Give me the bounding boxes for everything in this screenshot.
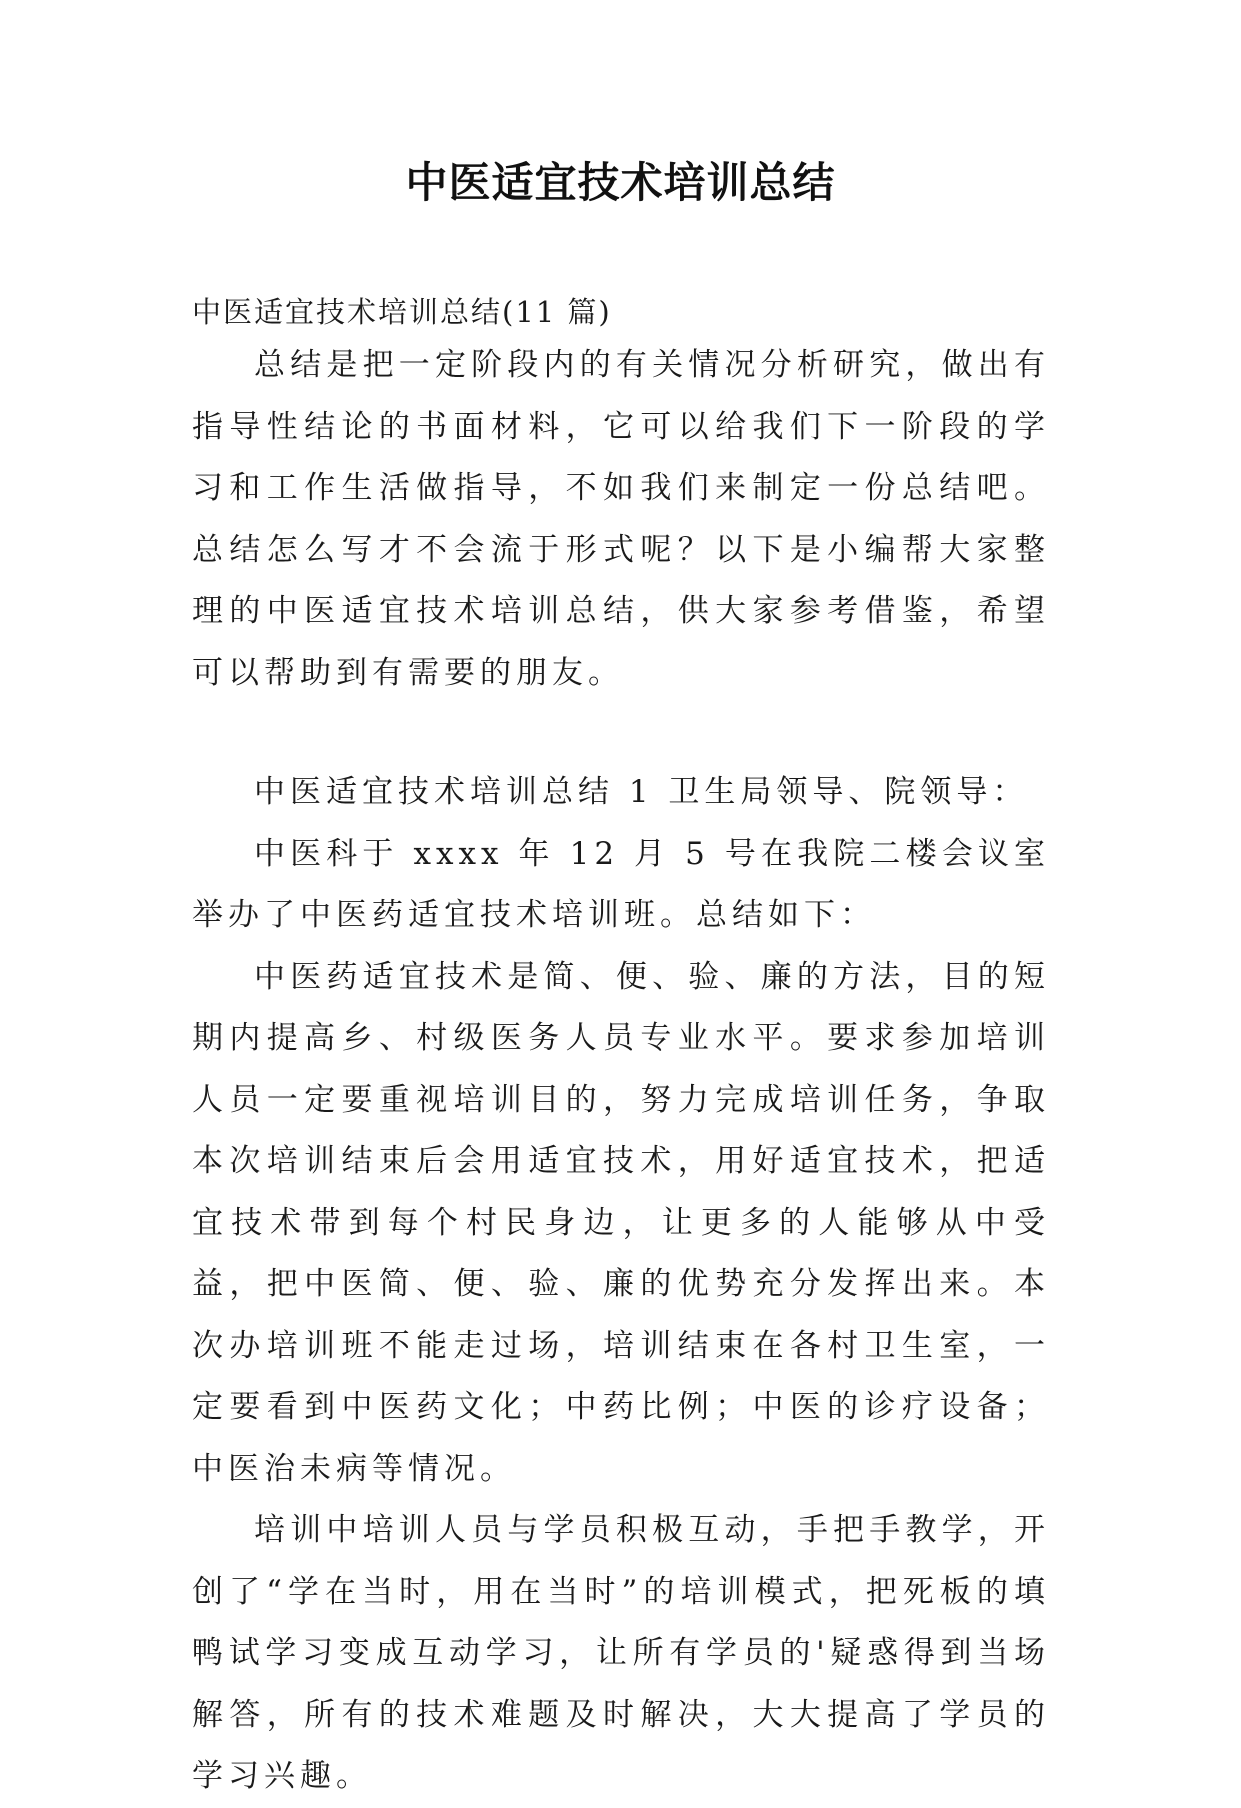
paragraph-event: 中医科于 xxxx 年 12 月 5 号在我院二楼会议室举办了中医药适宜技术培训班。总结如下：	[192, 835, 1050, 933]
paragraph-interaction: 培训中培训人员与学员积极互动，手把手教学，开创了“学在当时，用在当时”的培训模式，把死板的填鸭试学习变成互动学习，让所有学员的'疑惑得到当场解答，所有的技术难题及时解决，大大提高了学员的学习兴趣。	[192, 1512, 1050, 1794]
document-body	[192, 289, 1050, 1808]
paragraph-purpose: 中医药适宜技术是简、便、验、廉的方法，目的短期内提高乡、村级医务人员专业水平。要求参加培训人员一定要重视培训目的，努力完成培训任务，争取本次培训结束后会用适宜技术，用好适宜技术，把适宜技术带到每个村民身边，让更多的人能够从中受益，把中医简、便、验、廉的优势充分发挥出来。本次办培训班不能走过场，培训结束在各村卫生室，一定要看到中医药文化；中药比例；中医的诊疗设备；中医治未病等情况。	[192, 958, 1050, 1487]
paragraph-section-heading: 中医适宜技术培训总结 1 卫生局领导、院领导：	[254, 774, 1029, 810]
paragraph-intro: 总结是把一定阶段内的有关情况分析研究，做出有指导性结论的书面材料，它可以给我们下一阶段的学习和工作生活做指导，不如我们来制定一份总结吧。总结怎么写才不会流于形式呢？以下是小编帮大家整理的中医适宜技术培训总结，供大家参考借鉴，希望可以帮助到有需要的朋友。	[192, 347, 1050, 691]
document-title: 中医适宜技术培训总结	[405, 158, 836, 207]
document-subtitle: 中医适宜技术培训总结(11 篇)	[192, 295, 612, 329]
paragraph-spacer	[192, 704, 1050, 762]
